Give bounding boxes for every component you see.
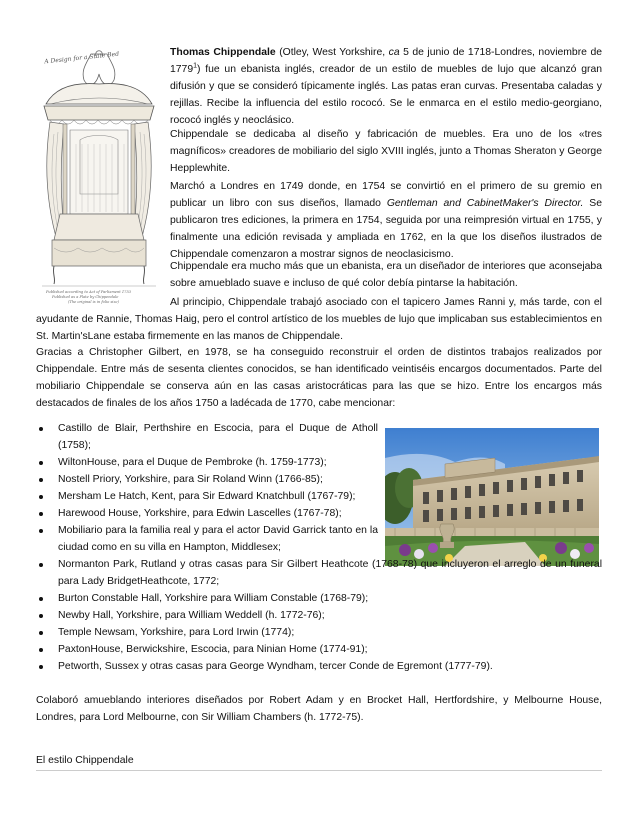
- paragraph-gilbert: Gracias a Christopher Gilbert, en 1978, se ha conseguido reconstruir el orden de distintos trabajos realizados por Chippendale. Entre más de sesenta clientes conocidos, se han identificado veintiséis encargos documentados. Parte del mobiliario Chippendale se conserva aún en las casas aristocráticas para las que se hizo. Entre los encargos más destacados de finales de los años 1750 a ladécada de 1770, cabe mencionar:: [36, 347, 602, 409]
- list-item: Castillo de Blair, Perthshire en Escocia, para el Duque de Atholl (1758);: [36, 420, 378, 454]
- engraving-caption: Published according to Act of Parliament 1753: [46, 290, 132, 294]
- list-item: Harewood House, Yorkshire, para Edwin Lascelles (1767-78);: [36, 505, 378, 522]
- list-item: Newby Hall, Yorkshire, para William Weddell (h. 1772-76);: [36, 607, 602, 624]
- paragraph-designers: Chippendale se dedicaba al diseño y fabricación de muebles. Era uno de los «tres magníficos» creadores de mobiliario del siglo XVIII inglés, junto a Thomas Sheraton y George Hepplewhite.: [170, 129, 602, 174]
- birth-place: (Otley, West Yorkshire,: [279, 47, 386, 58]
- director-text-1: Marchó a Londres en 1749 donde, en 1754 se convirtió en el primero de su gremio en publicar un libro con sus diseños, llamado: [170, 181, 602, 209]
- engraving-caption: Published as a Plate by Chippendale: [52, 295, 119, 299]
- list-item: Burton Constable Hall, Yorkshire para William Constable (1768-79);: [36, 590, 602, 607]
- divider: [36, 770, 602, 771]
- list-item: Temple Newsam, Yorkshire, para Lord Irwin (1774);: [36, 624, 602, 641]
- list-item: PaxtonHouse, Berwickshire, Escocia, para Ninian Home (1774-91);: [36, 641, 602, 658]
- circa-abbrev: ca: [388, 47, 400, 58]
- engraving-caption: (The original is in folio size): [68, 300, 119, 304]
- commissions-list: [36, 420, 602, 675]
- intro-rest: ) fue un ebanista inglés, creador de un estilo de muebles de lujo que alcanzó gran difusión y que se consideró típicamente inglés. Las patas eran curvas. Presentaba caladas y rejillas. Recibe la influencia del estilo rococó. Se le enmarca en el estilo medio-georgiano, rococó inglés y neoclásico.: [170, 64, 602, 126]
- list-item: Nostell Priory, Yorkshire, para Sir Roland Winn (1766-85);: [36, 471, 378, 488]
- footnote-ref[interactable]: 1: [193, 62, 198, 70]
- intro-paragraph: [170, 44, 602, 129]
- list-item: Mersham Le Hatch, Kent, para Sir Edward Knatchbull (1767-79);: [36, 488, 378, 505]
- paragraph-rannie: Al principio, Chippendale trabajó asociado con el tapicero James Ranni y, más tarde, con el ayudante de Rannie, Thomas Haig, pero el control artístico de los muebles de lujo que implicaban sus establecimientos en St. Martin'sLane estaba firmemente en las manos de Chippendale.: [36, 297, 602, 342]
- birth-dates: 5 de junio de 1718-Londres, noviembre de 1779: [170, 47, 603, 75]
- engraving-title: A Design for a State Bed: [43, 50, 120, 66]
- state-bed-engraving: [36, 44, 162, 304]
- paragraph-interior-designer: Chippendale era mucho más que un ebanista, era un diseñador de interiores que aconsejaba sobre amueblado suave e incluso de qué color debía pintarse la habitación.: [170, 261, 602, 289]
- list-item: Petworth, Sussex y otras casas para George Wyndham, tercer Conde de Egremont (1777-79).: [36, 658, 602, 675]
- book-title: Gentleman and CabinetMaker's Director.: [386, 198, 584, 209]
- paragraph-adam: Colaboró amueblando interiores diseñados por Robert Adam y en Brocket Hall, Hertfordshire, y Melbourne House, Londres, para Lord Melbourne, con Sir William Chambers (h. 1772-75).: [36, 695, 602, 723]
- list-item: Normanton Park, Rutland y otras casas para Sir Gilbert Heathcote (1768-78) que incluyeron el arreglo de un funeral para Lady BridgetHeathcote, 1772;: [36, 556, 602, 590]
- section-heading-footer: El estilo Chippendale: [36, 755, 134, 766]
- person-name: Thomas Chippendale: [170, 47, 276, 58]
- list-item: Mobiliario para la familia real y para el actor David Garrick tanto en la ciudad como en su villa en Hampton, Middlesex;: [36, 522, 378, 556]
- paragraph-director: [170, 178, 602, 263]
- list-item: WiltonHouse, para el Duque de Pembroke (h. 1759-1773);: [36, 454, 378, 471]
- director-text-2: Se publicaron tres ediciones, la primera en 1754, seguida por una reimpresión virtual en 1755, y finalmente una edición revisada y ampliada en 1762, en la que los diseños ilustrados de Chippendale comenzaron a mostrar signos de neoclasicismo.: [170, 198, 602, 260]
